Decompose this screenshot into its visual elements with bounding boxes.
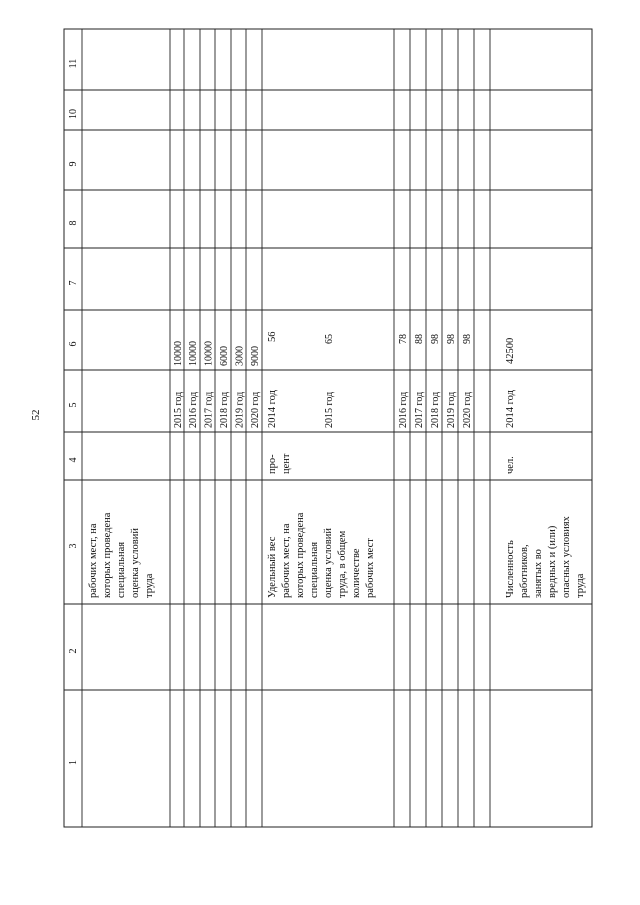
column-number-3: 3 [68,543,79,549]
block2-indicator-line-3: которых проведена [295,512,306,598]
block1-year-6: 2020 год [250,391,261,428]
block2-indicator-line-2: рабочих мест, на [281,523,292,598]
block2-value-5: 98 [446,334,457,344]
block2-indicator-line-5: оценка условий [323,528,334,598]
block2-year-2: 2016 год [398,391,409,428]
block1-value-2: 10000 [188,341,199,366]
block2-base-year: 2014 год [267,390,278,428]
block3-base-year: 2014 год [505,390,516,428]
block2-year-4: 2018 год [430,391,441,428]
block1-indicator-line-1: рабочих мест, на [88,523,99,598]
column-number-10: 10 [68,109,79,119]
block2-value-6: 98 [462,334,473,344]
block1-indicator-line-2: которых проведена [102,512,113,598]
block2-year-5: 2019 год [446,391,457,428]
block2-unit-line-1: про- [267,454,278,474]
block2-year-6: 2020 год [462,391,473,428]
block2-base-value: 56 [267,331,278,342]
block3-indicator-line-4: вредных и (или) [547,525,558,598]
block1-value-6: 9000 [250,346,261,366]
column-number-1: 1 [68,760,79,765]
block1-indicator-line-4: оценка условий [130,528,141,598]
column-number-6: 6 [68,341,79,347]
column-number-9: 9 [68,161,79,167]
block3-indicator-line-3: занятых во [533,549,544,598]
block2-unit-line-2: цент [281,453,292,474]
block3-indicator-line-1: Численность [505,540,516,598]
block2-indicator-line-1: Удельный вес [267,536,278,598]
block3-unit: чел. [505,456,516,474]
block1-year-5: 2019 год [234,391,246,428]
block2-value-2: 78 [398,334,409,344]
block2-indicator-line-8: рабочих мест [365,538,376,598]
block2-indicator-line-7: количестве [351,548,362,598]
block2-value-1: 65 [324,334,335,344]
page-number: 52 [30,409,42,421]
block1-year-4: 2018 год [219,391,230,428]
block1-year-3: 2017 год [203,391,215,428]
column-number-7: 7 [68,280,79,286]
block1-value-1: 10000 [173,341,184,366]
block2-year-1: 2015 год [324,391,335,428]
block2-indicator-line-6: труда, в общем [337,530,348,598]
block3-indicator-line-2: работников, [519,544,530,598]
column-number-8: 8 [68,220,79,226]
column-number-4: 4 [68,457,79,463]
block2-value-4: 98 [430,334,441,344]
block1-year-2: 2016 год [188,391,199,428]
block2-indicator-line-4: специальная [309,541,320,598]
block1-value-4: 6000 [219,346,230,366]
block1-indicator-line-3: специальная [116,541,127,598]
block3-indicator-line-6: труда [575,573,586,598]
block3-indicator-line-5: опасных условиях [561,516,572,598]
block1-indicator-line-5: труда [144,573,155,598]
block1-year-1: 2015 год [173,391,184,428]
block1-value-5: 3000 [234,346,246,366]
column-number-2: 2 [68,648,79,654]
table-grid [64,29,592,827]
block3-base-value: 42500 [505,337,516,364]
block2-year-3: 2017 год [414,391,425,428]
block2-value-3: 88 [414,334,425,344]
column-number-11: 11 [68,58,79,69]
block1-value-3: 10000 [203,341,215,366]
column-number-5: 5 [68,402,79,408]
